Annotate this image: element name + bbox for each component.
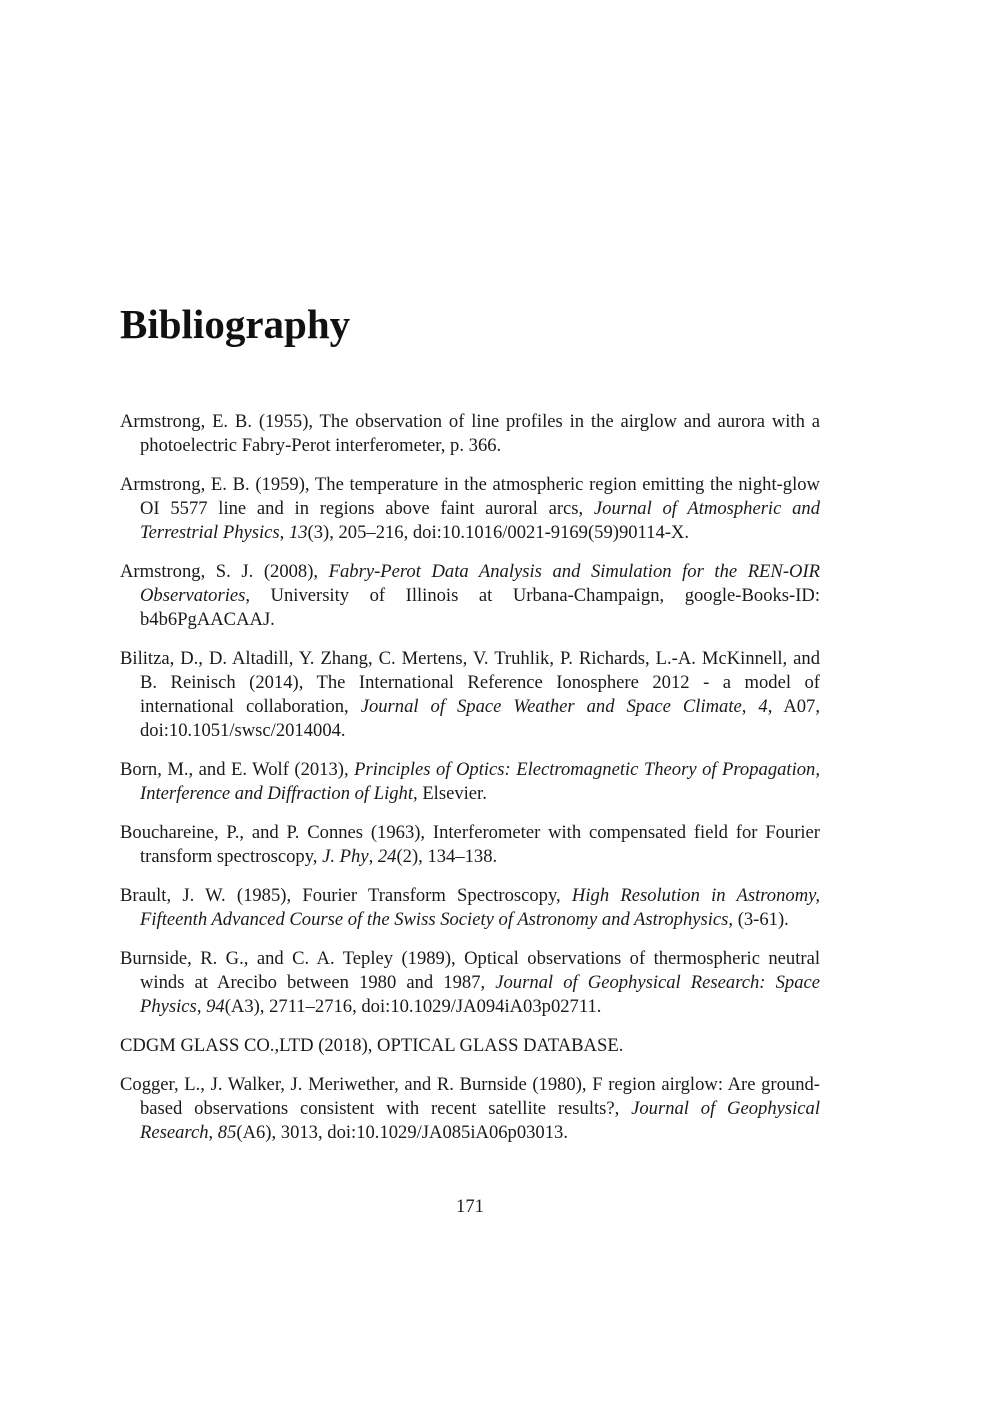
reference-entry <box>120 560 820 632</box>
reference-entry <box>120 473 820 545</box>
journal-title: Journal of Geophysical Research <box>140 1098 820 1143</box>
page-title: Bibliography <box>120 301 351 347</box>
reference-entry <box>120 758 820 806</box>
reference-text: CDGM GLASS CO.,LTD (2018), OPTICAL GLASS DATABASE. <box>120 1035 624 1056</box>
book-title: Principles of Optics: Electromagnetic Theory of Propagation, Interference and Diffraction of Light <box>140 759 820 804</box>
reference-entry <box>120 410 820 458</box>
reference-entry <box>120 1073 820 1145</box>
book-title: Fabry-Perot Data Analysis and Simulation for the REN-OIR Observatories <box>140 561 820 606</box>
page-number: 171 <box>456 1196 484 1217</box>
reference-entry <box>120 947 820 1019</box>
reference-text: Armstrong, S. J. (2008), <box>120 561 329 582</box>
reference-text: , <box>208 1122 218 1143</box>
reference-text: , (3-61). <box>728 909 789 930</box>
reference-list <box>120 410 820 1160</box>
reference-text: Bilitza, D., D. Altadill, Y. Zhang, C. Mertens, V. Truhlik, P. Richards, L.-A. McKinnell, and B. Reinisch (2014), The International Reference Ionosphere 2012 - a model of international collaboration, <box>120 648 820 717</box>
reference-text: Cogger, L., J. Walker, J. Meriwether, and R. Burnside (1980), F region airglow: Are ground-based observations consistent with recent satellite results?, <box>120 1074 820 1119</box>
reference-text: Armstrong, E. B. (1959), The temperature in the atmospheric region emitting the night-glow OI 5577 line and in regions above faint auroral arcs, <box>120 474 820 519</box>
reference-text: (2), 134–138. <box>396 846 498 867</box>
journal-title: J. Phy <box>322 846 369 867</box>
reference-text: , <box>196 996 207 1017</box>
journal-title: Journal of Space Weather and Space Climate <box>360 696 742 717</box>
reference-text: , A07, doi:10.1051/swsc/2014004. <box>140 696 820 741</box>
reference-text: , <box>741 696 759 717</box>
reference-text: (A6), 3013, doi:10.1029/JA085iA06p03013. <box>236 1122 568 1143</box>
reference-text: (3), 205–216, doi:10.1016/0021-9169(59)90114-X. <box>307 522 690 543</box>
book-title: High Resolution in Astronomy, Fifteenth Advanced Course of the Swiss Society of Astronomy and Astrophysics <box>140 885 820 930</box>
reference-text: , Elsevier. <box>413 783 487 804</box>
reference-text: Brault, J. W. (1985), Fourier Transform Spectroscopy, <box>120 885 572 906</box>
reference-entry <box>120 821 820 869</box>
volume-number: 24 <box>377 846 397 867</box>
journal-title: Journal of Geophysical Research: Space Physics <box>140 972 820 1017</box>
reference-text: Born, M., and E. Wolf (2013), <box>120 759 355 780</box>
reference-text: , University of Illinois at Urbana-Champaign, google-Books-ID: b4b6PgAACAAJ. <box>140 585 820 630</box>
reference-text: , <box>368 846 378 867</box>
reference-entry <box>120 647 820 743</box>
volume-number: 4 <box>758 696 768 717</box>
volume-number: 13 <box>288 522 308 543</box>
volume-number: 85 <box>217 1122 237 1143</box>
volume-number: 94 <box>206 996 225 1017</box>
reference-text: , <box>279 522 289 543</box>
reference-entry <box>120 1034 820 1058</box>
reference-entry <box>120 884 820 932</box>
reference-text: Burnside, R. G., and C. A. Tepley (1989), Optical observations of thermospheric neutral winds at Arecibo between 1980 and 1987, <box>120 948 820 993</box>
reference-text: Bouchareine, P., and P. Connes (1963), Interferometer with compensated field for Fourier transform spectroscopy, <box>120 822 820 867</box>
reference-text: Armstrong, E. B. (1955), The observation of line profiles in the airglow and aurora with a photoelectric Fabry-Perot interferometer, p. 366. <box>120 411 820 456</box>
journal-title: Journal of Atmospheric and Terrestrial Physics <box>140 498 820 543</box>
reference-text: (A3), 2711–2716, doi:10.1029/JA094iA03p02711. <box>224 996 602 1017</box>
